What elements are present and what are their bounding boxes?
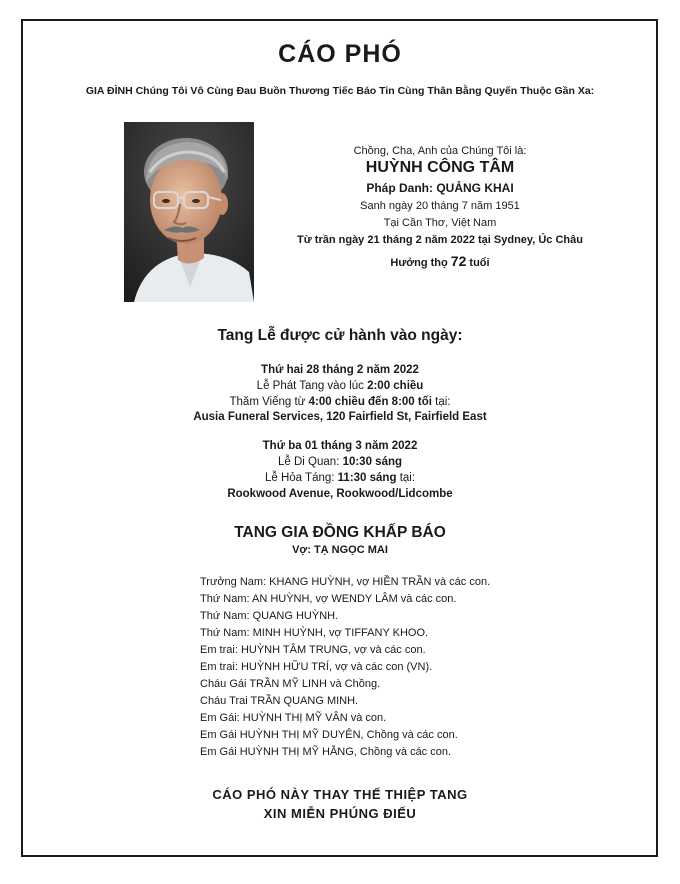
wife-name: Vợ: TẠ NGỌC MAI <box>292 544 388 556</box>
family-member: Em trai: HUỲNH TÂM TRUNG, vợ và các con. <box>200 644 426 656</box>
event2-line2-time: 11:30 sáng <box>337 472 397 484</box>
event2-line2-label: Lễ Hỏa Táng: <box>264 472 335 484</box>
event1-line1 <box>0 380 680 392</box>
birth-place: Tại Cần Thơ, Việt Nam <box>383 217 497 229</box>
age-line <box>270 253 610 269</box>
portrait-photo <box>124 122 254 302</box>
event2-line1 <box>0 456 680 468</box>
event1-line1-label: Lễ Phát Tang vào lúc <box>256 380 364 392</box>
family-member: Thứ Nam: QUANG HUỲNH. <box>200 610 339 622</box>
family-member: Em Gái HUỲNH THỊ MỸ DUYÊN, Chồng và các con. <box>200 729 458 741</box>
event2-line2-suffix: tại: <box>399 472 416 484</box>
dharma-name: Pháp Danh: QUẢNG KHAI <box>366 181 514 195</box>
event1-line2-suffix: tại: <box>435 396 451 408</box>
page-title: CÁO PHÓ <box>278 40 402 68</box>
event1-line2-label: Thăm Viếng từ <box>229 396 306 408</box>
age-prefix: Hưởng thọ <box>390 257 448 269</box>
closing-line-1: CÁO PHÓ NÀY THAY THẾ THIỆP TANG <box>212 787 468 802</box>
deceased-name: HUỲNH CÔNG TÂM <box>365 159 515 176</box>
age-suffix: tuổi <box>469 257 490 269</box>
family-member: Trưởng Nam: KHANG HUỲNH, vợ HIỀN TRẦN và các con. <box>200 576 491 588</box>
family-member: Cháu Gái TRẦN MỸ LINH và Chồng. <box>200 678 381 690</box>
family-member: Em Gái HUỲNH THỊ MỸ HẰNG, Chồng và các con. <box>200 746 452 758</box>
event2-location: Rookwood Avenue, Rookwood/Lidcombe <box>227 488 453 500</box>
closing-line-2: XIN MIỄN PHÚNG ĐIẾU <box>263 806 417 821</box>
ceremony-heading: Tang Lễ được cử hành vào ngày: <box>217 327 463 344</box>
family-member: Thứ Nam: MINH HUỲNH, vợ TIFFANY KHOO. <box>200 627 429 639</box>
event2-date: Thứ ba 01 tháng 3 năm 2022 <box>262 440 418 452</box>
event1-line2-time: 4:00 chiều đến 8:00 tối <box>308 396 432 408</box>
family-member: Cháu Trai TRẦN QUANG MINH. <box>200 695 359 707</box>
event1-line1-time: 2:00 chiều <box>367 380 424 392</box>
deceased-relation: Chồng, Cha, Anh của Chúng Tôi là: <box>353 145 527 157</box>
intro-text: GIA ĐÌNH Chúng Tôi Vô Cùng Đau Buồn Thương Tiếc Báo Tin Cùng Thân Bằng Quyến Thuộc Gần Xa: <box>85 85 595 97</box>
birth-date: Sanh ngày 20 tháng 7 năm 1951 <box>360 200 520 212</box>
event1-line2 <box>0 396 680 408</box>
family-member: Thứ Nam: AN HUỲNH, vợ WENDY LÂM và các con. <box>200 593 457 605</box>
event2-line1-label: Lễ Di Quan: <box>277 456 340 468</box>
event2-line1-time: 10:30 sáng <box>342 456 403 468</box>
death-info: Từ trần ngày 21 tháng 2 năm 2022 tại Sydney, Úc Châu <box>297 234 583 246</box>
portrait-drawing <box>124 122 254 302</box>
family-heading: TANG GIA ĐỒNG KHẤP BÁO <box>234 524 446 541</box>
family-member: Em Gái: HUỲNH THỊ MỸ VÂN và con. <box>200 712 387 724</box>
age-value: 72 <box>450 253 467 269</box>
event2-line2 <box>0 472 680 484</box>
family-member: Em trai: HUỲNH HỮU TRÍ, vợ và các con (VN). <box>200 661 433 673</box>
event1-location: Ausia Funeral Services, 120 Fairfield St, Fairfield East <box>193 411 487 423</box>
event1-date: Thứ hai 28 tháng 2 năm 2022 <box>261 364 419 376</box>
